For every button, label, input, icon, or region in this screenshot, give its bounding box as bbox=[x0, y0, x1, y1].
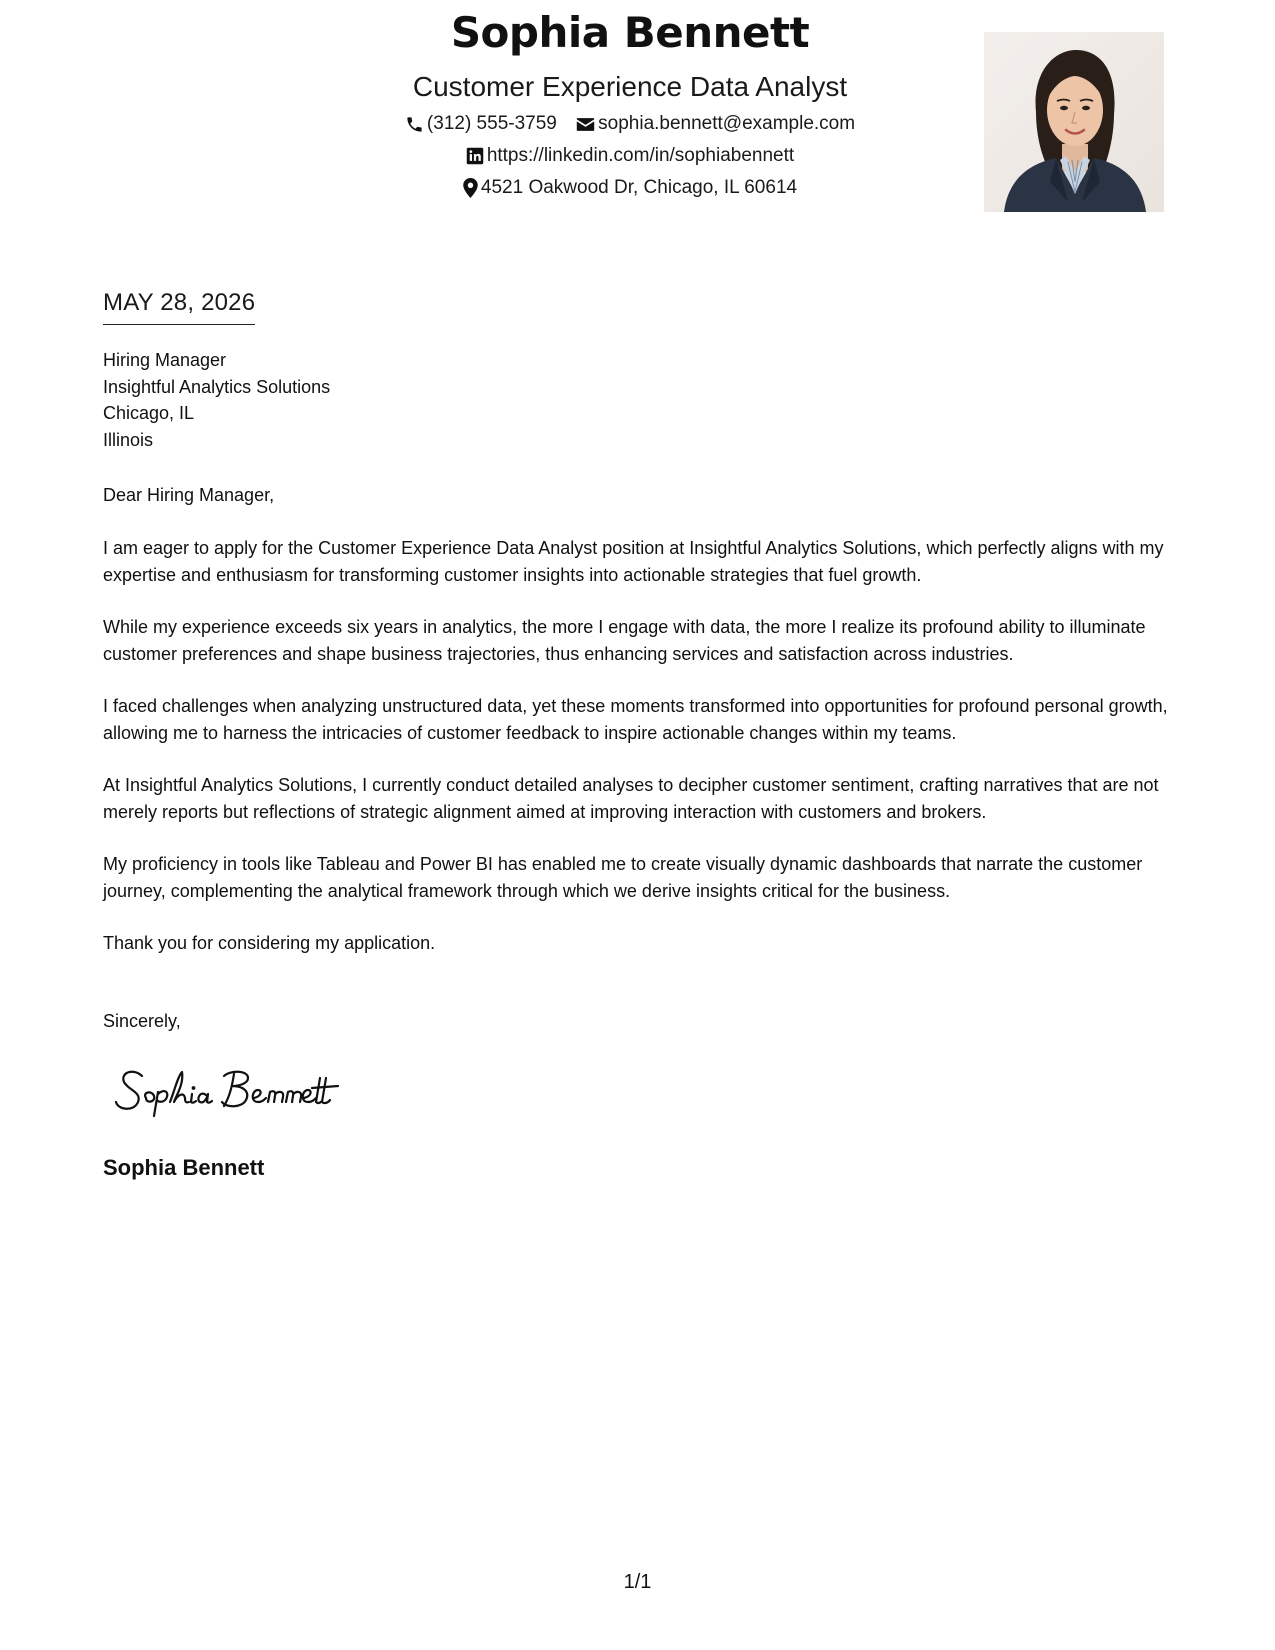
body-paragraph: While my experience exceeds six years in analytics, the more I engage with data, the more I realize its profound ability to illuminate customer preferences and shape business trajectories, thus enhancing services and satisfaction across industries. bbox=[103, 617, 1146, 664]
map-pin-icon bbox=[463, 178, 478, 198]
contact-phone[interactable] bbox=[405, 112, 557, 136]
contact-email[interactable] bbox=[576, 112, 855, 136]
salutation: Dear Hiring Manager, bbox=[103, 485, 275, 505]
letter-body bbox=[103, 535, 1183, 983]
closing: Sincerely, bbox=[103, 1011, 181, 1031]
email-text: sophia.bennett@example.com bbox=[598, 113, 856, 134]
recipient-city: Chicago, IL bbox=[103, 403, 195, 423]
handwritten-signature bbox=[112, 1062, 352, 1122]
envelope-icon bbox=[576, 116, 595, 133]
signer-name: Sophia Bennett bbox=[103, 1155, 265, 1180]
address-text: 4521 Oakwood Dr, Chicago, IL 60614 bbox=[480, 177, 798, 198]
recipient-state: Illinois bbox=[103, 429, 154, 450]
phone-text: (312) 555-3759 bbox=[426, 113, 557, 134]
body-paragraph: Thank you for considering my application. bbox=[103, 933, 436, 953]
letter-date: MAY 28, 2026 bbox=[103, 288, 255, 325]
contact-linkedin[interactable] bbox=[466, 144, 794, 168]
applicant-name: Sophia Bennett bbox=[450, 8, 810, 57]
profile-photo bbox=[984, 32, 1164, 212]
body-paragraph: My proficiency in tools like Tableau and Power BI has enabled me to create visually dynamic dashboards that narrate the customer journey, complementing the analytical framework through which we derive insights critical for the business. bbox=[103, 854, 1143, 901]
recipient-company: Insightful Analytics Solutions bbox=[103, 376, 331, 397]
applicant-title: Customer Experience Data Analyst bbox=[412, 71, 848, 102]
recipient-role: Hiring Manager bbox=[103, 350, 227, 370]
phone-icon bbox=[405, 115, 424, 134]
contact-address bbox=[463, 176, 797, 200]
recipient-block bbox=[103, 347, 330, 453]
body-paragraph: I am eager to apply for the Customer Experience Data Analyst position at Insightful Analytics Solutions, which perfectly aligns with my expertise and enthusiasm for transforming customer insights into actionable strategies that fuel growth. bbox=[103, 538, 1164, 585]
page-number: 1/1 bbox=[623, 1571, 652, 1593]
body-paragraph: At Insightful Analytics Solutions, I currently conduct detailed analyses to decipher customer sentiment, crafting narratives that are not merely reports but reflections of strategic alignment aimed at improving interaction with customers and brokers. bbox=[103, 775, 1159, 822]
body-paragraph: I faced challenges when analyzing unstructured data, yet these moments transformed into opportunities for profound personal growth, allowing me to harness the intricacies of customer feedback to inspire actionable changes within my teams. bbox=[103, 696, 1168, 743]
linkedin-icon bbox=[466, 147, 484, 165]
linkedin-text: https://linkedin.com/in/sophiabennett bbox=[486, 145, 795, 166]
